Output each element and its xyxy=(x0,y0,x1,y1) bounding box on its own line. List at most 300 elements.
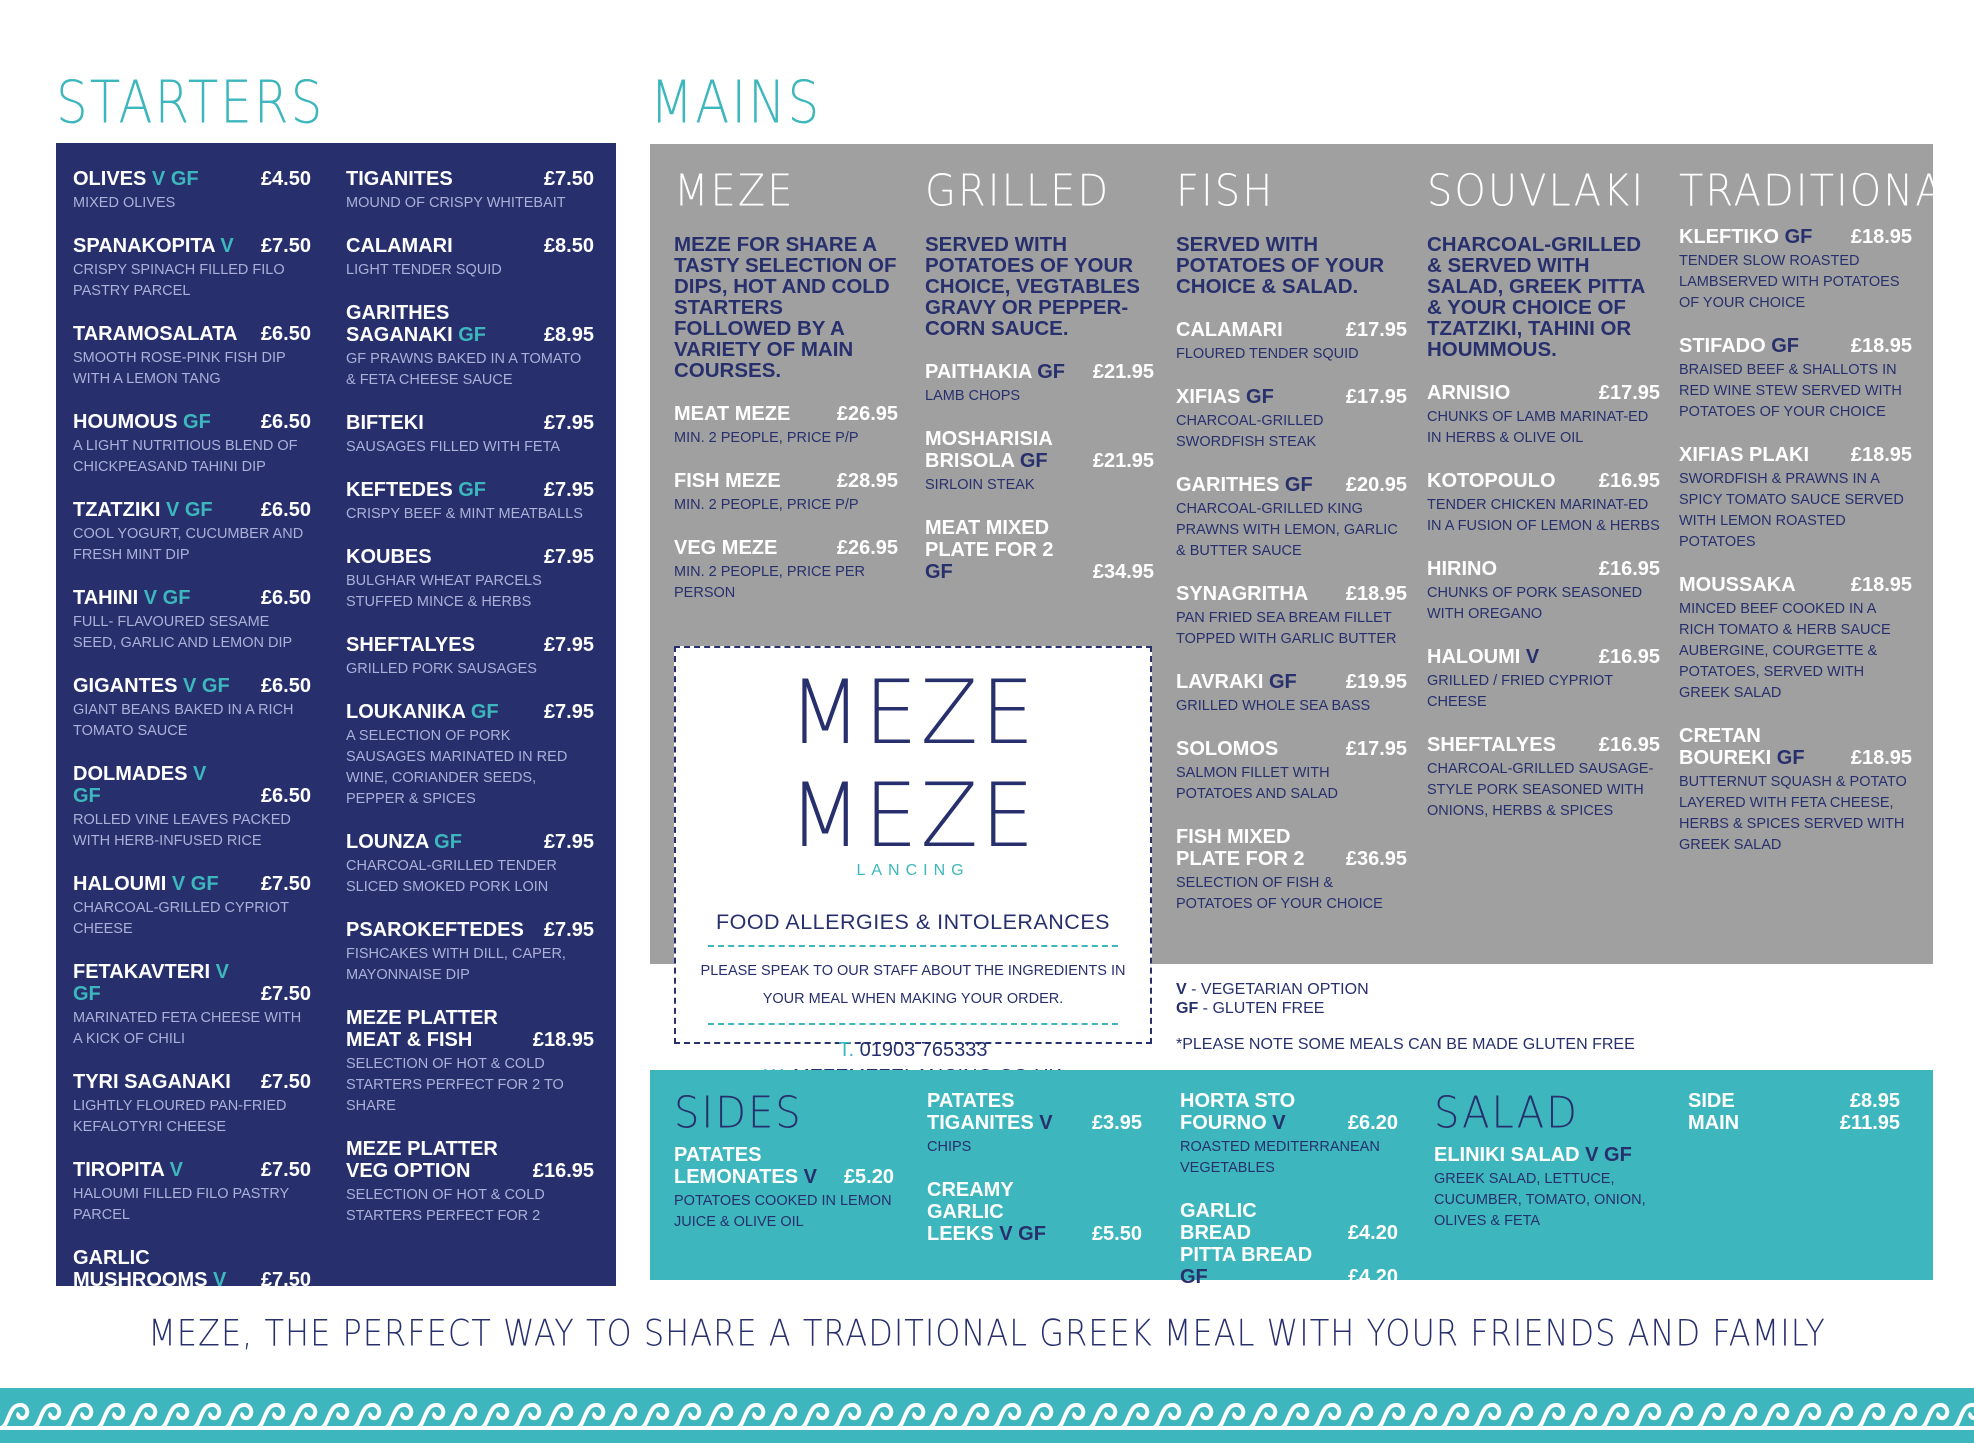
salad-main-price: £11.95 xyxy=(1839,1112,1900,1134)
item-name: GARLIC MUSHROOMS xyxy=(73,1247,208,1291)
starters-panel xyxy=(56,143,616,1313)
item-tags: GF xyxy=(458,479,487,501)
restaurant-location: LANCING xyxy=(856,862,970,879)
item-name: STIFADO xyxy=(1679,335,1766,357)
item-tags: GF xyxy=(1019,450,1048,472)
item-price: £26.95 xyxy=(836,537,898,559)
menu-item xyxy=(1180,1090,1398,1179)
item-name: DOLMADES xyxy=(73,763,188,785)
item-price: £7.95 xyxy=(543,831,594,853)
item-heading xyxy=(1176,474,1407,496)
item-name: SYNAGRITHA xyxy=(1176,583,1309,605)
item-tags: V GF xyxy=(999,1223,1046,1245)
item-tags: GF xyxy=(183,411,211,433)
item-heading xyxy=(73,323,311,345)
phone-key: T. xyxy=(838,1039,855,1061)
starters-title: STARTERS xyxy=(56,68,325,137)
item-heading xyxy=(1427,734,1660,756)
menu-item xyxy=(925,428,1154,496)
menu-item xyxy=(1679,574,1912,704)
item-name: HORTA STO FOURNO xyxy=(1180,1090,1296,1134)
menu-item xyxy=(346,546,594,613)
menu-item xyxy=(73,961,311,1050)
item-heading xyxy=(73,763,311,807)
item-heading xyxy=(73,235,311,257)
item-description: CHARCOAL-GRILLED SWORDFISH STEAK xyxy=(1176,413,1324,450)
menu-item xyxy=(1176,738,1407,805)
menu-item xyxy=(674,1144,894,1233)
phone-line[interactable] xyxy=(676,1037,1150,1064)
traditional-title: TRADITIONAL xyxy=(1679,166,1969,217)
item-heading xyxy=(1176,671,1407,693)
item-name: CALAMARI xyxy=(346,235,453,257)
fish-column xyxy=(1176,166,1407,936)
menu-item xyxy=(1176,671,1407,717)
item-name: PATATES TIGANITES xyxy=(927,1090,1034,1134)
menu-item xyxy=(346,168,594,214)
item-description: BRAISED BEEF & SHALLOTS IN RED WINE STEW SERVED WITH POTATOES OF YOUR CHOICE xyxy=(1679,362,1902,420)
item-name: SPANAKOPITA xyxy=(73,235,215,257)
salad-column xyxy=(1434,1088,1666,1253)
menu-item xyxy=(1427,558,1660,625)
item-heading xyxy=(1180,1244,1398,1288)
menu-item xyxy=(1679,226,1912,314)
item-description: LIGHT TENDER SQUID xyxy=(346,262,502,278)
item-tags: GF xyxy=(1268,671,1297,693)
item-heading xyxy=(1176,738,1407,760)
allergy-heading: FOOD ALLERGIES & INTOLERANCES xyxy=(715,910,1111,934)
item-name: CREAMY GARLIC LEEKS xyxy=(927,1179,1014,1245)
menu-item xyxy=(927,1179,1142,1245)
item-price: £6.20 xyxy=(1347,1112,1398,1134)
menu-item xyxy=(73,587,311,654)
greek-wave-border xyxy=(0,1388,1974,1443)
menu-item xyxy=(73,1247,311,1291)
item-price: £7.50 xyxy=(543,168,594,190)
item-description: FULL- FLAVOURED SESAME SEED, GARLIC AND LEMON DIP xyxy=(73,614,293,651)
item-name: PITTA BREAD xyxy=(1180,1288,1313,1310)
item-tags: V GF xyxy=(183,675,230,697)
item-heading xyxy=(73,168,311,190)
item-tags: V GF xyxy=(171,873,219,895)
item-price: £7.50 xyxy=(260,1159,311,1181)
item-description: SMOOTH ROSE-PINK FISH DIP WITH A LEMON TANG xyxy=(73,350,286,387)
item-price: £8.50 xyxy=(543,235,594,257)
item-price: £16.95 xyxy=(1598,646,1660,668)
item-price: £19.95 xyxy=(1345,671,1407,693)
item-tags: V xyxy=(220,235,234,257)
sides-column-2 xyxy=(927,1090,1142,1266)
item-price: £16.95 xyxy=(532,1160,594,1182)
item-heading xyxy=(674,470,898,492)
item-name: PSAROKEFTEDES xyxy=(346,919,524,941)
item-tags: GF xyxy=(470,701,499,723)
item-tags: GF xyxy=(1284,474,1313,496)
menu-item xyxy=(346,831,594,898)
item-heading xyxy=(1176,826,1407,870)
item-name: LOUKANIKA xyxy=(346,701,466,723)
mains-title: MAINS xyxy=(650,68,822,137)
item-name: LAVRAKI xyxy=(1176,671,1264,693)
item-description: BULGHAR WHEAT PARCELS STUFFED MINCE & HERBS xyxy=(346,573,542,610)
item-description: ROLLED VINE LEAVES PACKED WITH HERB-INFUSED RICE xyxy=(73,812,291,849)
item-price: £7.95 xyxy=(543,919,594,941)
item-name: MEZE PLATTER MEAT & FISH xyxy=(346,1007,498,1051)
item-name: HIRINO xyxy=(1427,558,1497,580)
menu-item xyxy=(73,499,311,566)
item-heading xyxy=(346,479,594,501)
item-description: CHARCOAL-GRILLED SAUSAGE-STYLE PORK SEASONED WITH ONIONS, HERBS & SPICES xyxy=(1427,761,1654,819)
item-tags: GF xyxy=(1037,361,1066,383)
menu-item xyxy=(1434,1144,1666,1232)
item-heading xyxy=(1679,335,1912,357)
item-name: CRETAN BOUREKI xyxy=(1679,725,1772,769)
item-price: £7.95 xyxy=(543,479,594,501)
item-price: £7.95 xyxy=(543,701,594,723)
item-price: £5.50 xyxy=(1091,1223,1142,1245)
item-name: XIFIAS xyxy=(1176,386,1241,408)
menu-item xyxy=(73,235,311,302)
item-description: MIN. 2 PEOPLE, PRICE PER PERSON xyxy=(674,564,865,601)
item-heading xyxy=(1176,583,1407,605)
item-description: PAN FRIED SEA BREAM FILLET TOPPED WITH GARLIC BUTTER xyxy=(1176,610,1397,647)
item-heading xyxy=(1427,558,1660,580)
item-description: GREEK SALAD, LETTUCE, CUCUMBER, TOMATO, ONION, OLIVES & FETA xyxy=(1434,1171,1646,1229)
item-price: £36.95 xyxy=(1345,848,1407,870)
item-price: £7.50 xyxy=(260,1269,311,1291)
item-heading xyxy=(674,537,898,559)
menu-item xyxy=(925,517,1154,583)
menu-item xyxy=(1180,1288,1398,1310)
menu-item xyxy=(73,675,311,742)
item-price: £4.50 xyxy=(260,168,311,190)
item-name: TIROPITA xyxy=(73,1159,165,1181)
item-price: £7.50 xyxy=(260,873,311,895)
item-heading xyxy=(1679,226,1912,248)
item-tags: GF xyxy=(1180,1266,1208,1288)
fish-title: FISH xyxy=(1176,166,1275,217)
salad-prices xyxy=(1688,1090,1900,1134)
souvlaki-column xyxy=(1427,166,1660,843)
item-heading xyxy=(1176,319,1407,341)
tagline: MEZE, THE PERFECT WAY TO SHARE A TRADITIONAL GREEK MEAL WITH YOUR FRIENDS AND FAMILY xyxy=(148,1311,1826,1355)
item-description: MIN. 2 PEOPLE, PRICE P/P xyxy=(674,497,859,513)
menu-item xyxy=(674,537,898,604)
menu-item xyxy=(346,302,594,391)
item-price: £17.95 xyxy=(1598,382,1660,404)
item-tags: V GF xyxy=(143,587,191,609)
item-price: £7.50 xyxy=(260,983,311,1005)
item-description: ROASTED MEDITERRANEAN VEGETABLES xyxy=(1180,1139,1380,1176)
divider xyxy=(708,1023,1118,1025)
item-description: MARINATED FETA CHEESE WITH A KICK OF CHILI xyxy=(73,1010,302,1047)
item-heading xyxy=(346,235,594,257)
menu-item xyxy=(73,1159,311,1226)
souvlaki-intro: CHARCOAL-GRILLED & SERVED WITH SALAD, GREEK PITTA & YOUR CHOICE OF TZATZIKI, TAHINI OR HOUMMOUS. xyxy=(1427,233,1645,361)
item-name: TYRI SAGANAKI xyxy=(73,1071,231,1093)
menu-item xyxy=(927,1090,1142,1158)
grilled-title: GRILLED xyxy=(925,166,1111,217)
item-price: £3.95 xyxy=(1091,1112,1142,1134)
menu-item xyxy=(1427,382,1660,449)
item-price: £7.95 xyxy=(543,634,594,656)
item-name: HALOUMI xyxy=(1427,646,1521,668)
item-description: CHUNKS OF PORK SEASONED WITH OREGANO xyxy=(1427,585,1643,622)
item-name: PAITHAKIA xyxy=(925,361,1032,383)
item-name: GARITHES xyxy=(1176,474,1280,496)
item-name: MOUSSAKA xyxy=(1679,574,1796,596)
item-name: ARNISIO xyxy=(1427,382,1511,404)
starters-column-1 xyxy=(73,168,311,1313)
item-tags: GF xyxy=(925,561,953,583)
menu-item xyxy=(925,361,1154,407)
divider xyxy=(708,945,1118,947)
meze-title: MEZE xyxy=(674,166,795,217)
item-price: £18.95 xyxy=(532,1029,594,1051)
menu-item xyxy=(346,1138,594,1227)
item-heading xyxy=(1180,1288,1398,1310)
menu-item xyxy=(73,1291,311,1313)
item-description: SELECTION OF HOT & COLD STARTERS PERFECT FOR 2 xyxy=(346,1187,545,1224)
item-price: £16.95 xyxy=(1598,734,1660,756)
item-description: FLOURED TENDER SQUID xyxy=(1176,346,1359,362)
menu-item xyxy=(1176,319,1407,365)
item-name: GARITHES SAGANAKI xyxy=(346,302,453,346)
item-heading xyxy=(346,1138,594,1182)
item-name: TAHINI xyxy=(73,587,139,609)
item-price: £7.50 xyxy=(260,235,311,257)
item-price: £6.50 xyxy=(260,587,311,609)
item-description: MIXED OLIVES xyxy=(73,195,176,211)
item-price: £5.20 xyxy=(843,1166,894,1188)
menu-item xyxy=(73,168,311,214)
item-description: SELECTION OF FISH & POTATOES OF YOUR CHOICE xyxy=(1176,875,1383,912)
item-heading xyxy=(925,517,1154,583)
item-description: SELECTION OF HOT & COLD STARTERS PERFECT FOR 2 TO SHARE xyxy=(346,1056,564,1114)
sides-title: SIDES xyxy=(674,1088,803,1139)
allergy-box xyxy=(674,646,1152,1061)
menu-item xyxy=(73,763,311,852)
item-price: £4.20 xyxy=(1347,1222,1398,1244)
fish-intro: SERVED WITH POTATOES OF YOUR CHOICE & SALAD. xyxy=(1176,233,1385,298)
item-name: SHEFTALYES xyxy=(346,634,475,656)
item-price: £26.95 xyxy=(836,403,898,425)
item-price: £8.95 xyxy=(543,324,594,346)
item-heading xyxy=(73,587,311,609)
item-name: MARIDA xyxy=(73,1291,153,1313)
menu-item xyxy=(73,873,311,940)
item-name: GIGANTES xyxy=(73,675,178,697)
item-name: CALAMARI xyxy=(1176,319,1283,341)
item-price: £18.95 xyxy=(1850,574,1912,596)
item-tags: GF xyxy=(434,831,462,853)
sides-column-3 xyxy=(1180,1090,1398,1310)
item-heading xyxy=(346,302,594,346)
item-name: TARAMOSALATA xyxy=(73,323,238,345)
item-heading xyxy=(1427,382,1660,404)
menu-item xyxy=(73,323,311,390)
item-name: HOUMOUS xyxy=(73,411,178,433)
item-description: BUTTERNUT SQUASH & POTATO LAYERED WITH FETA CHEESE, HERBS & SPICES SERVED WITH GREEK SALAD xyxy=(1679,774,1907,853)
item-heading xyxy=(73,1159,311,1181)
item-name: LOUNZA xyxy=(346,831,429,853)
menu-item xyxy=(1427,470,1660,537)
item-description: SAUSAGES FILLED WITH FETA xyxy=(346,439,561,455)
item-heading xyxy=(346,546,594,568)
item-heading xyxy=(346,831,594,853)
menu-item xyxy=(1176,474,1407,562)
grilled-intro: SERVED WITH POTATOES OF YOUR CHOICE, VEGTABLES GRAVY OR PEPPER-CORN SAUCE. xyxy=(925,233,1140,340)
menu-item xyxy=(674,470,898,516)
phone-number: 01903 765333 xyxy=(859,1039,988,1061)
item-tags: GF xyxy=(458,324,487,346)
item-description: GIANT BEANS BAKED IN A RICH TOMATO SAUCE xyxy=(73,702,294,739)
item-heading xyxy=(73,499,311,521)
gluten-note: *PLEASE NOTE SOME MEALS CAN BE MADE GLUTEN FREE xyxy=(1176,1036,1635,1053)
menu-item xyxy=(346,634,594,680)
sides-column-1 xyxy=(674,1088,894,1254)
item-heading xyxy=(73,675,311,697)
restaurant-logo: MEZE MEZE xyxy=(788,661,1038,867)
item-description: CHARCOAL-GRILLED CYPRIOT CHEESE xyxy=(73,900,289,937)
item-tags: V xyxy=(803,1166,817,1188)
menu-item xyxy=(346,412,594,458)
item-price: £7.95 xyxy=(543,546,594,568)
item-heading xyxy=(674,403,898,425)
menu-item xyxy=(346,235,594,281)
item-heading xyxy=(346,701,594,723)
item-name: FISH MEZE xyxy=(674,470,781,492)
item-heading xyxy=(346,412,594,434)
item-description: POTATOES COOKED IN LEMON JUICE & OLIVE OIL xyxy=(674,1193,892,1230)
wave-pattern-icon xyxy=(0,1396,1974,1436)
item-price: £18.95 xyxy=(1850,747,1912,769)
legend-gf-key: GF xyxy=(1176,1000,1199,1017)
menu-item xyxy=(1180,1244,1398,1288)
item-description: MINCED BEEF COOKED IN A RICH TOMATO & HERB SAUCE AUBERGINE, COURGETTE & POTATOES, SERVED WITH GREEK SALAD xyxy=(1679,601,1891,701)
menu-item xyxy=(1679,725,1912,856)
item-price: £18.95 xyxy=(1345,583,1407,605)
menu-item xyxy=(346,479,594,525)
item-tags: GF xyxy=(1776,747,1805,769)
item-tags: V xyxy=(1525,646,1540,668)
item-description: MOUND OF CRISPY WHITEBAIT xyxy=(346,195,566,211)
item-description: SALMON FILLET WITH POTATOES AND SALAD xyxy=(1176,765,1338,802)
item-name: XIFIAS PLAKI xyxy=(1679,444,1810,466)
item-name: HALOUMI xyxy=(73,873,167,895)
item-heading xyxy=(1679,444,1912,466)
item-description: GRILLED / FRIED CYPRIOT CHEESE xyxy=(1427,673,1613,710)
item-tags: V GF xyxy=(1585,1144,1632,1166)
item-description: GRILLED WHOLE SEA BASS xyxy=(1176,698,1371,714)
item-heading xyxy=(1427,470,1660,492)
item-name: TZATZIKI xyxy=(73,499,161,521)
item-name: KLEFTIKO xyxy=(1679,226,1779,248)
item-heading xyxy=(73,1291,311,1313)
item-price: £6.50 xyxy=(260,499,311,521)
item-price: £16.95 xyxy=(1598,470,1660,492)
menu-item xyxy=(1176,583,1407,650)
menu-item xyxy=(346,1007,594,1117)
item-name: FETAKAVTERI xyxy=(73,961,211,983)
salad-side-label: SIDE xyxy=(1688,1090,1735,1112)
meze-intro: MEZE FOR SHARE A TASTY SELECTION OF DIPS, HOT AND COLD STARTERS FOLLOWED BY A VARIETY OF MAIN COURSES. xyxy=(674,233,897,382)
item-heading xyxy=(346,1007,594,1051)
item-heading xyxy=(73,961,311,1005)
allergy-text: PLEASE SPEAK TO OUR STAFF ABOUT THE INGREDIENTS IN YOUR MEAL WHEN MAKING YOUR ORDER. xyxy=(700,963,1126,1007)
item-price: £18.95 xyxy=(1850,444,1912,466)
menu-item xyxy=(1679,444,1912,553)
item-heading xyxy=(927,1090,1142,1134)
item-heading xyxy=(1679,725,1912,769)
item-description: CHUNKS OF LAMB MARINAT-ED IN HERBS & OLIVE OIL xyxy=(1427,409,1649,446)
item-heading xyxy=(1180,1200,1398,1244)
item-heading xyxy=(73,1071,311,1093)
item-heading xyxy=(674,1144,894,1188)
item-name: SHEFTALYES xyxy=(1427,734,1556,756)
menu-item xyxy=(1679,335,1912,423)
item-name: ELINIKI SALAD xyxy=(1434,1144,1580,1166)
item-description: GRILLED PORK SAUSAGES xyxy=(346,661,537,677)
meze-column xyxy=(674,166,898,625)
item-description: CHIPS xyxy=(927,1139,972,1155)
item-tags: V xyxy=(1272,1112,1286,1134)
item-name: KOUBES xyxy=(346,546,432,568)
item-heading xyxy=(1180,1090,1398,1134)
legend-gf-text: - GLUTEN FREE xyxy=(1198,1000,1325,1017)
item-name: TIGANITES xyxy=(346,168,453,190)
item-tags: V GF xyxy=(73,961,229,1005)
item-price: £18.95 xyxy=(1850,335,1912,357)
salad-title: SALAD xyxy=(1434,1088,1579,1139)
item-price: £17.95 xyxy=(1345,319,1407,341)
item-heading xyxy=(1176,386,1407,408)
item-price: £7.50 xyxy=(260,1071,311,1093)
legend-v-key: V xyxy=(1176,981,1187,998)
item-name: MEAT MEZE xyxy=(674,403,791,425)
item-tags: V GF xyxy=(151,168,199,190)
souvlaki-title: SOUVLAKI xyxy=(1427,166,1646,217)
menu-item xyxy=(674,403,898,449)
menu-item xyxy=(346,701,594,810)
item-price: £6.50 xyxy=(260,323,311,345)
item-name: GARLIC BREAD xyxy=(1180,1200,1257,1244)
item-name: VEG MEZE xyxy=(674,537,778,559)
item-name: OLIVES xyxy=(73,168,147,190)
item-tags: GF xyxy=(1771,335,1800,357)
item-description: MIN. 2 PEOPLE, PRICE P/P xyxy=(674,430,859,446)
item-heading xyxy=(346,168,594,190)
item-name: PATATES LEMONATES xyxy=(674,1144,799,1188)
salad-side-price: £8.95 xyxy=(1849,1090,1900,1112)
item-tags: GF xyxy=(1784,226,1813,248)
menu-item xyxy=(1176,386,1407,453)
item-price: £4.20 xyxy=(1347,1266,1398,1288)
menu-item xyxy=(346,919,594,986)
item-tags: V xyxy=(213,1269,227,1291)
menu-item xyxy=(1427,734,1660,822)
item-name: KOTOPOULO xyxy=(1427,470,1556,492)
grilled-column xyxy=(925,166,1154,604)
item-price: £17.95 xyxy=(1345,738,1407,760)
item-description: HALOUMI FILLED FILO PASTRY PARCEL xyxy=(73,1186,289,1223)
item-description: FISHCAKES WITH DILL, CAPER, MAYONNAISE DIP xyxy=(346,946,566,983)
item-name: BIFTEKI xyxy=(346,412,424,434)
item-price: £20.95 xyxy=(1345,474,1407,496)
item-price: £7.95 xyxy=(543,412,594,434)
menu-item xyxy=(73,411,311,478)
item-price: £6.50 xyxy=(260,675,311,697)
